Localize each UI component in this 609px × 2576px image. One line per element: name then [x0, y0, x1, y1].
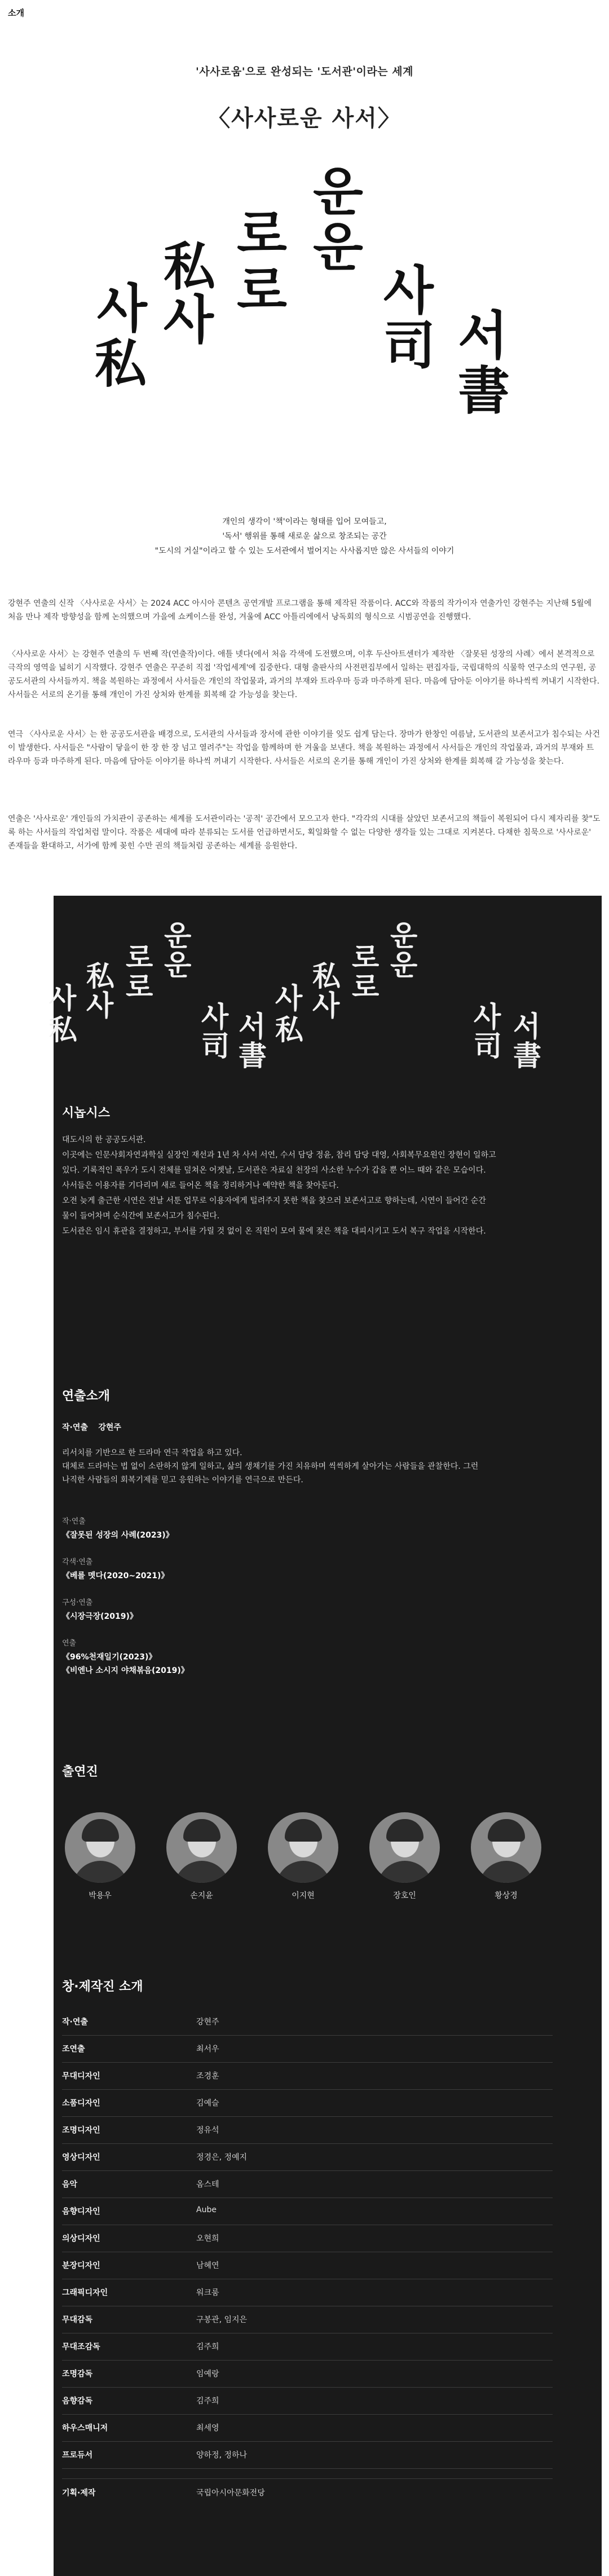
- credit-value: 《베를 멧다(2020~2021)》: [62, 1571, 169, 1580]
- director-role: [62, 1420, 570, 1435]
- cast-member[interactable]: [164, 1812, 240, 1901]
- avatar: [369, 1812, 440, 1883]
- art-glyph: 私: [49, 1014, 77, 1046]
- director-role-label: 작·연출: [62, 1423, 88, 1432]
- synopsis-line: 있다. 기록적인 폭우가 도시 전체를 덮쳐온 어젯날, 도서관은 자료실 천장의 사소한 누수가 갑을 뿐 어느 때와 같은 모습이다.: [62, 1166, 486, 1175]
- synopsis-line: 사서들은 이용자를 기다리며 새로 들어온 책을 정리하거나 예약한 책을 찾아둔다.: [62, 1181, 339, 1190]
- staff-row: [62, 2414, 553, 2442]
- synopsis-heading: 시놉시스: [62, 1106, 111, 1120]
- art-glyph: 사: [49, 982, 77, 1015]
- hero-glyph: 司: [383, 316, 436, 376]
- staff-name: Aube: [196, 2205, 217, 2214]
- staff-row: [62, 2089, 553, 2117]
- staff-role: 조명디자인: [62, 2126, 100, 2135]
- staff-role: 조명감독: [62, 2370, 93, 2379]
- art-glyph: 사: [86, 989, 114, 1022]
- body-paragraph: 강현주 연출의 신작 〈사사로운 사서〉는 2024 ACC 아시아 콘텐츠 공연개발 프로그램을 통해 제작된 작품이다. ACC와 작품의 작가이자 연출가인 강현주는 지난해 5월에 처음 만나 제작 방향성을 함께 논의했으며 가을에 쇼케이스를 완성, 겨울에 ACC 아틀리에에서 낭독회의 형식으로 시범공연을 진행했다.: [8, 599, 592, 622]
- staff-name: 김주희: [196, 2342, 219, 2352]
- director-bio-line: 대체로 드라마는 법 없이 소란하지 않게 일하고, 삶의 생채기를 가진 치유하며 씩씩하게 살아가는 사람들을 관찰한다. 그런: [62, 1462, 479, 1471]
- staff-name: 조경훈: [196, 2072, 219, 2081]
- director-bio: [62, 1446, 570, 1487]
- body-paragraph: 연극 〈사사로운 사서〉는 한 공공도서관을 배경으로, 도서관의 사서들과 장서에 관한 이야기를 잊도 쉽게 담는다. 장마가 한창인 여름날, 도서관의 보존서고가 침수되는 사건이 발생한다. 사서들은 "사람이 닿을이 한 장 한 장 넘고 열려주"는 작업을 함께하며 한 겨울을 보낸다. 책을 복원하는 과정에서 사서들은 개인의 작업물과, 과거의 부재와 트라우마 등과 마주하게 된다. 마음에 담아둔 이야기를 하나씩 꺼내기 시작한다. 사서들은 서로의 온기를 통해 개인이 가진 상처와 한계를 회복해 갈 가능성을 찾는다.: [8, 730, 600, 766]
- cast-list: [62, 1812, 570, 1925]
- hero-glyph: 로: [237, 261, 287, 321]
- director-bio-line: 리서치를 기반으로 한 드라마 연극 작업을 하고 있다.: [62, 1448, 242, 1457]
- staff-row: [62, 2441, 553, 2469]
- director-heading: 연출소개: [62, 1389, 111, 1403]
- cast-name: 장호인: [393, 1891, 416, 1900]
- staff-row: [62, 2225, 553, 2252]
- page-title: 〈사사로운 사서〉: [208, 105, 401, 131]
- avatar: [268, 1812, 338, 1883]
- art-glyph: 운: [390, 919, 418, 952]
- credit-item: [62, 1556, 169, 1583]
- staff-role: 프로듀서: [62, 2451, 93, 2460]
- staff-role: 작·연출: [62, 2018, 88, 2027]
- art-glyph: 운: [164, 919, 192, 952]
- art-glyph: 私: [86, 960, 114, 993]
- staff-row: [62, 2035, 553, 2063]
- staff-row: [62, 2143, 553, 2171]
- hero-glyph: 운: [313, 162, 363, 222]
- hero-glyph: 사: [97, 279, 147, 339]
- hero-glyph: 私: [164, 237, 216, 297]
- credit-item: [62, 1637, 189, 1677]
- staff-row: [62, 2387, 553, 2415]
- avatar: [65, 1812, 135, 1883]
- staff-name: 정유석: [196, 2126, 219, 2135]
- art-glyph: 서: [239, 1010, 266, 1043]
- art-glyph: 司: [201, 1030, 230, 1063]
- staff-name: 최서우: [196, 2045, 219, 2054]
- credit-item: [62, 1515, 174, 1542]
- art-glyph: 私: [275, 1014, 303, 1046]
- cast-name: 황상경: [495, 1891, 518, 1900]
- credit-value: 《시장극장(2019)》: [62, 1612, 138, 1621]
- staff-row: [62, 2306, 553, 2333]
- staff-name: 남혜연: [196, 2261, 219, 2270]
- staff-name: 양하정, 정하나: [196, 2451, 248, 2460]
- staff-role: 기획·제작: [62, 2489, 96, 2498]
- intro-description: [0, 514, 609, 558]
- staff-row: [62, 2252, 553, 2279]
- staff-role: 음향감독: [62, 2397, 93, 2406]
- art-glyph: 사: [474, 1001, 501, 1033]
- staff-role: 음악: [62, 2180, 78, 2189]
- staff-role: 하우스매니저: [62, 2424, 108, 2433]
- cast-name: 박용우: [89, 1891, 112, 1900]
- art-glyph: 운: [390, 949, 418, 981]
- credit-label: 구성·연출: [62, 1599, 93, 1607]
- staff-name: 강현주: [196, 2018, 219, 2027]
- staff-row: [62, 2333, 553, 2361]
- cast-name: 이지현: [292, 1891, 315, 1900]
- staff-name: 임예랑: [196, 2370, 219, 2379]
- body-paragraph: 연출은 '사사로운' 개인들의 가치관이 공존하는 세계를 도서관이라는 '공적' 공간에서 모으고자 한다. "각각의 시대를 살았던 보존서고의 책들이 복원되어 다시 제자리를 찾"도록 하는 사서들의 작업처럼 말이다. 작품은 세대에 따라 분류되는 도서를 언급하면서도, 획일화할 수 없는 다양한 생각들 있는 그대로 지켜본다. 다채한 침묵으로 '사사로운' 존재들을 환대하고, 서가에 함께 꽂힌 수만 권의 책들처럼 공존하는 세계를 응원한다.: [8, 814, 601, 851]
- staff-table: [62, 2008, 553, 2572]
- synopsis-text: [62, 1133, 570, 1239]
- art-glyph: 로: [352, 971, 379, 1003]
- art-glyph: 書: [513, 1040, 541, 1072]
- art-glyph: 사: [275, 982, 303, 1015]
- section-label: 소개: [8, 8, 24, 18]
- avatar: [166, 1812, 237, 1883]
- staff-row: [62, 2360, 553, 2388]
- staff-role: 조연출: [62, 2045, 85, 2054]
- hero-glyph: 사: [383, 261, 434, 321]
- cast-member[interactable]: [265, 1812, 341, 1901]
- intro-line: '독서' 행위를 통해 새로운 삶으로 창조되는 공간: [222, 532, 387, 541]
- staff-name: 최세영: [196, 2424, 219, 2433]
- staff-role: 무대조감독: [62, 2342, 100, 2352]
- cast-member[interactable]: [367, 1812, 443, 1901]
- staff-row: [62, 2198, 553, 2225]
- credit-label: 작·연출: [62, 1517, 86, 1526]
- hero-glyph: 사: [164, 290, 214, 350]
- art-glyph: 로: [126, 941, 153, 974]
- staff-name: 워크룸: [196, 2288, 219, 2297]
- staff-role: 의상디자인: [62, 2234, 100, 2243]
- art-glyph: 로: [126, 971, 153, 1003]
- hero-glyph: 書: [458, 361, 510, 421]
- dark-typography-art: [49, 896, 602, 1082]
- staff-name: 옴스테: [196, 2180, 219, 2189]
- staff-role: 무대디자인: [62, 2072, 100, 2081]
- staff-heading: 창·제작진 소개: [62, 1980, 143, 1994]
- credit-value: 《비엔나 소시지 야채볶음(2019)》: [62, 1666, 189, 1675]
- avatar: [471, 1812, 541, 1883]
- art-glyph: 書: [239, 1040, 267, 1072]
- hero-glyph: 서: [458, 306, 508, 366]
- staff-name: 정경은, 정예지: [196, 2153, 248, 2162]
- synopsis-line: 이곳에는 인문사회자연과학실 실장인 재선과 1년 차 사서 서연, 수서 담당 정윤, 참리 담당 대영, 사회복무요원인 장현이 일하고: [62, 1151, 496, 1160]
- hero-glyph: 로: [237, 204, 287, 265]
- credit-label: 연출: [62, 1639, 77, 1648]
- cast-member[interactable]: [62, 1812, 138, 1901]
- staff-name: 김주희: [196, 2397, 219, 2406]
- body-paragraph: 〈사사로운 사서〉는 강현주 연출의 두 번째 작(연출작)이다. 애틀 넷다(에서 처음 각색에 도전했으며, 이후 두산아트센터가 제작한 〈잘못된 성장의 사례〉에서 본격적으로 극작의 영역을 넓히기 시작했다. 강현주 연출은 꾸준히 직접 '작업세계'에 집중한다. 대형 출판사의 사전편집부에서 일하는 편집자들, 국립대학의 식물학 연구소의 연구원, 공공도서관의 사서들까지. 책을 복원하는 과정에서 사서들은 개인의 작업물과, 과거의 부재와 트라우마 등과 마주하게 된다. 마음에 담아둔 이야기를 하나씩씩 꺼내기 시작한다. 사서들은 서로의 온기를 통해 개인이 가진 상처와 한계를 회복해 갈 가능성을 찾는다.: [8, 650, 600, 699]
- credit-label: 각색·연출: [62, 1558, 93, 1566]
- synopsis-line: 오전 늦게 출근한 시연은 전날 서툰 업무로 이용자에게 털려주지 못한 책을 찾으러 보존서고로 향하는데, 시연이 들어간 순간: [62, 1196, 486, 1205]
- staff-role: 분장디자인: [62, 2261, 100, 2270]
- director-bio-line: 나직한 사람들의 회복기제를 믿고 응원하는 이야기를 연극으로 만든다.: [62, 1476, 303, 1485]
- staff-role: 무대감독: [62, 2315, 93, 2324]
- synopsis-line: 도서관은 임시 휴관을 결정하고, 부서를 가릴 것 없이 온 직원이 모여 물에 젖은 책을 대피시키고 도서 복구 작업을 시작한다.: [62, 1227, 486, 1236]
- staff-name: 오현희: [196, 2234, 219, 2243]
- hero-glyph: 私: [95, 334, 147, 394]
- staff-row: [62, 2062, 553, 2090]
- director-name: 강현주: [98, 1423, 121, 1432]
- staff-row: [62, 2478, 553, 2506]
- staff-name: 구봉관, 임지은: [196, 2315, 248, 2324]
- cast-heading: 출연진: [62, 1765, 98, 1779]
- intro-line: 개인의 생각이 '책'이라는 형태를 입어 모여들고,: [222, 517, 387, 526]
- staff-name: 국립아시아문화전당: [196, 2489, 265, 2498]
- cast-member[interactable]: [468, 1812, 544, 1901]
- staff-row: [62, 2008, 553, 2036]
- synopsis-line: 물이 들어차며 순식간에 보존서고가 침수된다.: [62, 1212, 220, 1221]
- credit-value: 《96%천재일기(2023)》: [62, 1653, 157, 1662]
- staff-role: 그래픽디자인: [62, 2288, 108, 2297]
- staff-row: [62, 2279, 553, 2306]
- art-glyph: 사: [312, 989, 340, 1022]
- tagline: '사사로움'으로 완성되는 '도서관'이라는 세계: [196, 65, 413, 78]
- art-glyph: 운: [164, 949, 192, 981]
- staff-role: 소품디자인: [62, 2099, 100, 2108]
- cast-name: 손지윤: [190, 1891, 213, 1900]
- art-glyph: 로: [352, 941, 379, 974]
- hero-typography-art: [0, 147, 609, 508]
- art-glyph: 私: [312, 960, 341, 993]
- staff-role: 음향디자인: [62, 2207, 100, 2216]
- art-glyph: 司: [474, 1030, 502, 1063]
- synopsis-line: 대도시의 한 공공도서관.: [62, 1135, 146, 1144]
- hero-glyph: 운: [313, 217, 363, 278]
- staff-role: 영상디자인: [62, 2153, 100, 2162]
- credit-value: 《잘못된 성장의 사례(2023)》: [62, 1531, 174, 1540]
- staff-row: [62, 2116, 553, 2144]
- art-glyph: 서: [513, 1010, 541, 1043]
- art-glyph: 사: [201, 1001, 229, 1033]
- credit-item: [62, 1596, 138, 1623]
- intro-line: "도시의 거실"이라고 할 수 있는 도서관에서 벌어지는 사사롭지만 않은 사서들의 이야기: [155, 547, 454, 556]
- staff-name: 김예슬: [196, 2099, 219, 2108]
- staff-row: [62, 2170, 553, 2198]
